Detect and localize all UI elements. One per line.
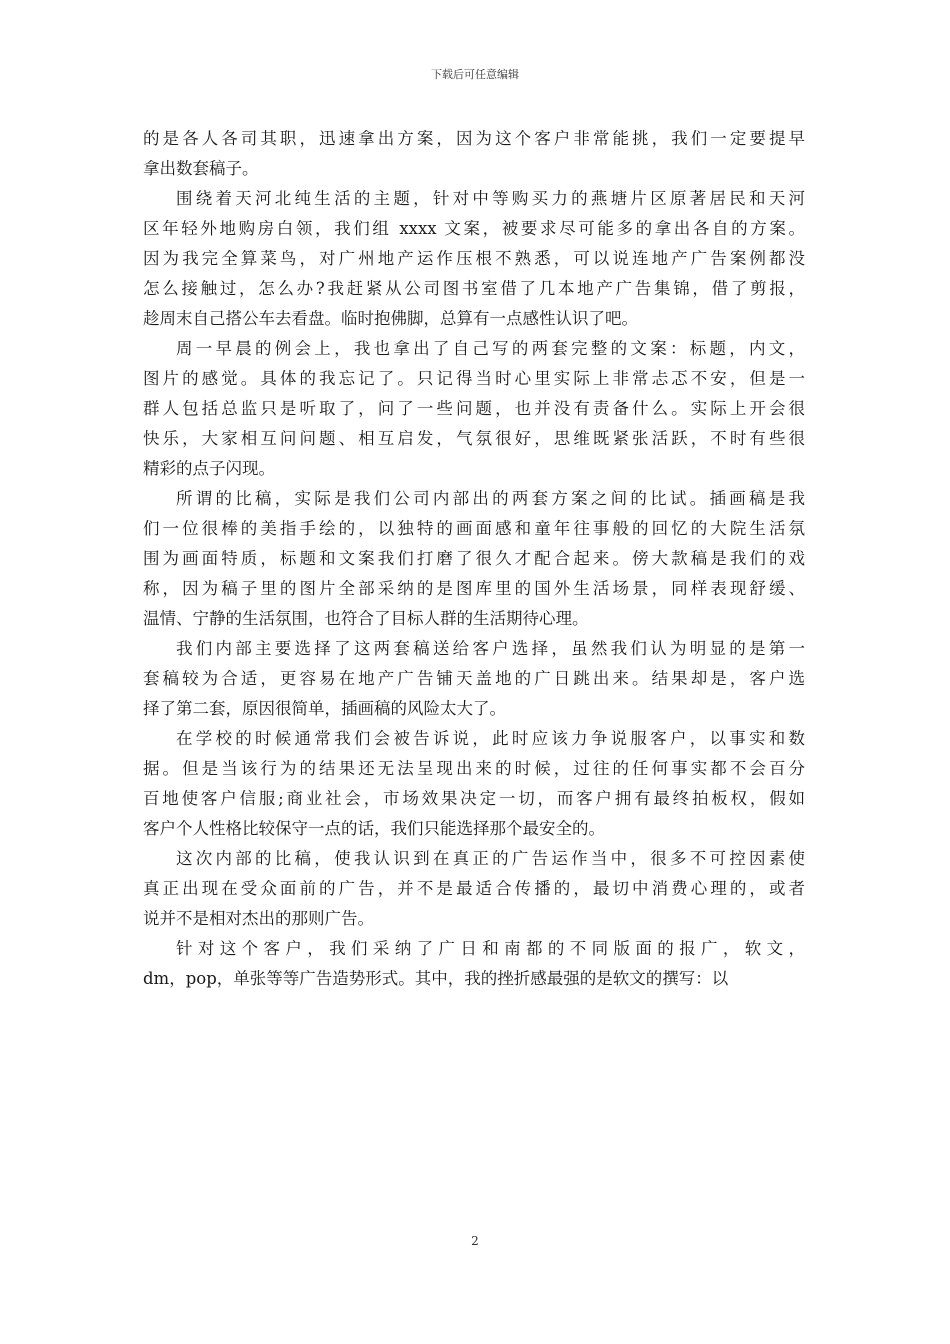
paragraph-line: 称，因为稿子里的图片全部采纳的是图库里的国外生活场景，同样表现舒缓、 <box>143 579 805 598</box>
paragraph-line: 快乐，大家相互问问题、相互启发，气氛很好，思维既紧张活跃，不时有些很 <box>143 429 805 448</box>
paragraph-line: 精彩的点子闪现。 <box>143 459 275 478</box>
paragraph-line: 客户个人性格比较保守一点的话，我们只能选择那个最安全的。 <box>143 819 605 838</box>
paragraph-line: 怎么接触过，怎么办?我赶紧从公司图书室借了几本地产广告集锦，借了剪报， <box>143 279 805 298</box>
paragraph <box>143 934 805 994</box>
paragraph-line: 温情、宁静的生活氛围，也符合了目标人群的生活期待心理。 <box>143 609 589 628</box>
paragraph-line: 百地使客户信服;商业社会，市场效果决定一切，而客户拥有最终拍板权，假如 <box>143 789 805 808</box>
paragraph <box>143 844 805 934</box>
paragraph-line: 区年轻外地购房白领，我们组 xxxx 文案，被要求尽可能多的拿出各自的方案。 <box>143 219 805 238</box>
paragraph-line: 说并不是相对杰出的那则广告。 <box>143 909 374 928</box>
page-number: 2 <box>471 1234 479 1248</box>
document-body <box>143 124 805 994</box>
paragraph-line: 围为画面特质，标题和文案我们打磨了很久才配合起来。傍大款稿是我们的戏 <box>143 549 805 568</box>
paragraph <box>143 634 805 724</box>
paragraph-line: 针对这个客户，我们采纳了广日和南都的不同版面的报广，软文， <box>176 939 805 958</box>
page-header: 下载后可任意编辑 <box>431 68 519 81</box>
paragraph <box>143 184 805 334</box>
paragraph-line: 趁周末自己搭公车去看盘。临时抱佛脚，总算有一点感性认识了吧。 <box>143 309 638 328</box>
paragraph-line: 据。但是当该行为的结果还无法呈现出来的时候，过往的任何事实都不会百分 <box>143 759 805 778</box>
paragraph-line: 这次内部的比稿，使我认识到在真正的广告运作当中，很多不可控因素使 <box>176 849 805 868</box>
paragraph-line: 的是各人各司其职，迅速拿出方案，因为这个客户非常能挑，我们一定要提早 <box>143 129 805 148</box>
paragraph-line: 们一位很棒的美指手绘的，以独特的画面感和童年往事般的回忆的大院生活氛 <box>143 519 805 538</box>
paragraph-line: 择了第二套，原因很简单，插画稿的风险太大了。 <box>143 699 506 718</box>
paragraph-line: 群人包括总监只是听取了，问了一些问题，也并没有责备什么。实际上开会很 <box>143 399 805 418</box>
paragraph-line: 我们内部主要选择了这两套稿送给客户选择，虽然我们认为明显的是第一 <box>176 639 805 658</box>
paragraph-line: 真正出现在受众面前的广告，并不是最适合传播的，最切中消费心理的，或者 <box>143 879 805 898</box>
paragraph-line: 套稿较为合适，更容易在地产广告铺天盖地的广日跳出来。结果却是，客户选 <box>143 669 805 688</box>
paragraph-line: dm，pop，单张等等广告造势形式。其中，我的挫折感最强的是软文的撰写：以 <box>143 969 729 988</box>
paragraph-line: 围绕着天河北纯生活的主题，针对中等购买力的燕塘片区原著居民和天河 <box>176 189 805 208</box>
paragraph <box>143 124 805 184</box>
paragraph <box>143 334 805 484</box>
paragraph-line: 拿出数套稿子。 <box>143 159 259 178</box>
paragraph-line: 周一早晨的例会上，我也拿出了自己写的两套完整的文案：标题，内文， <box>176 339 805 358</box>
paragraph <box>143 724 805 844</box>
paragraph <box>143 484 805 634</box>
paragraph-line: 在学校的时候通常我们会被告诉说，此时应该力争说服客户，以事实和数 <box>176 729 805 748</box>
paragraph-line: 所谓的比稿，实际是我们公司内部出的两套方案之间的比试。插画稿是我 <box>176 489 805 508</box>
paragraph-line: 图片的感觉。具体的我忘记了。只记得当时心里实际上非常忐忑不安，但是一 <box>143 369 805 388</box>
paragraph-line: 因为我完全算菜鸟，对广州地产运作压根不熟悉，可以说连地产广告案例都没 <box>143 249 805 268</box>
